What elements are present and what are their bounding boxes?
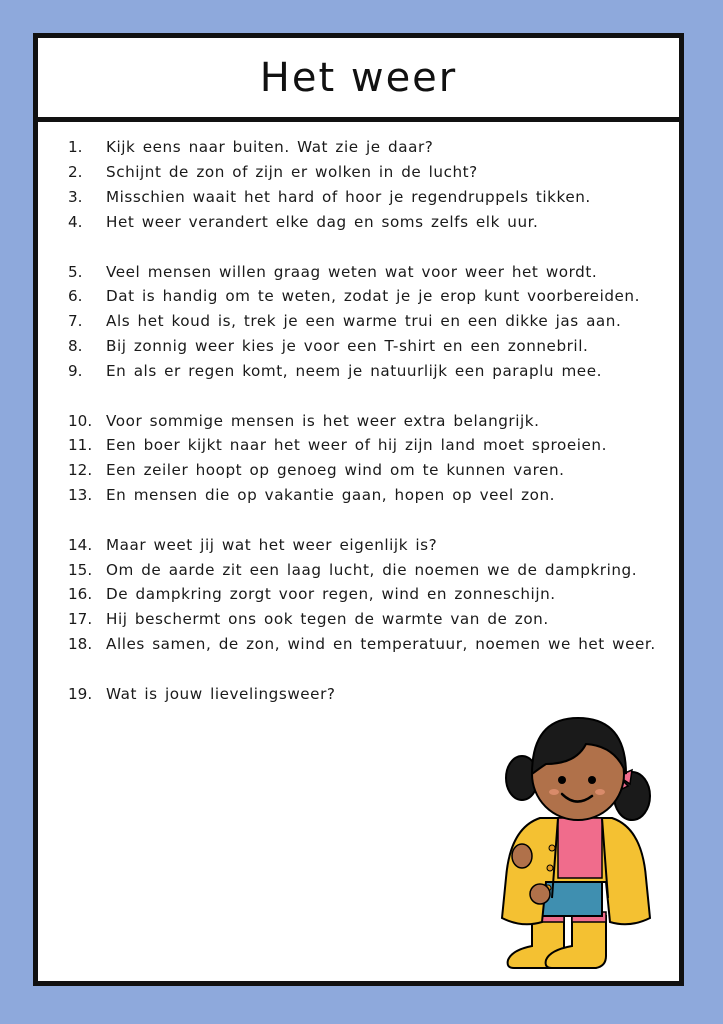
line-text: Maar weet jij wat het weer eigenlijk is? xyxy=(106,535,438,554)
line-number: 19. xyxy=(68,684,93,703)
line-number: 6. xyxy=(68,287,83,306)
line-text: Om de aarde zit een laag lucht, die noemen we de dampkring. xyxy=(106,560,638,579)
list-item xyxy=(68,433,673,458)
list-item xyxy=(68,309,673,334)
line-text: Dat is handig om te weten, zodat je je erop kunt voorbereiden. xyxy=(106,287,640,306)
worksheet-page xyxy=(33,33,684,986)
list-item xyxy=(68,135,673,160)
list-item xyxy=(68,284,673,309)
line-text: Bij zonnig weer kies je voor een T-shirt en een zonnebril. xyxy=(106,336,589,355)
line-number: 13. xyxy=(68,485,93,504)
line-text: Misschien waait het hard of hoor je regendruppels tikken. xyxy=(106,187,591,206)
list-item xyxy=(68,632,673,657)
line-number: 10. xyxy=(68,411,93,430)
line-number: 14. xyxy=(68,535,93,554)
line-text: Veel mensen willen graag weten wat voor weer het wordt. xyxy=(106,262,598,281)
line-text: Als het koud is, trek je een warme trui en een dikke jas aan. xyxy=(106,312,622,331)
list-item xyxy=(68,185,673,210)
line-number: 16. xyxy=(68,585,93,604)
text-lines xyxy=(68,135,673,706)
list-item xyxy=(68,209,673,234)
line-number: 8. xyxy=(68,336,83,355)
list-item xyxy=(68,532,673,557)
line-number: 9. xyxy=(68,361,83,380)
line-text: Schijnt de zon of zijn er wolken in de lucht? xyxy=(106,163,478,182)
line-number: 15. xyxy=(68,560,93,579)
line-text: En als er regen komt, neem je natuurlijk een paraplu mee. xyxy=(106,361,602,380)
line-number: 18. xyxy=(68,634,93,653)
line-number: 1. xyxy=(68,138,83,157)
list-item xyxy=(68,607,673,632)
girl-raincoat-illustration xyxy=(500,678,660,978)
line-text: Het weer verandert elke dag en soms zelfs elk uur. xyxy=(106,212,539,231)
line-text: Een boer kijkt naar het weer of hij zijn land moet sproeien. xyxy=(106,436,607,455)
line-text: Hij beschermt ons ook tegen de warmte van de zon. xyxy=(106,610,549,629)
page-title: Het weer xyxy=(259,54,458,101)
line-number: 3. xyxy=(68,187,83,206)
line-number: 4. xyxy=(68,212,83,231)
line-number: 17. xyxy=(68,610,93,629)
list-item xyxy=(68,483,673,508)
line-text: Wat is jouw lievelingsweer? xyxy=(106,684,336,703)
list-item xyxy=(68,557,673,582)
line-text: Een zeiler hoopt op genoeg wind om te kunnen varen. xyxy=(106,461,565,480)
line-number: 12. xyxy=(68,461,93,480)
line-text: Alles samen, de zon, wind en temperatuur, noemen we het weer. xyxy=(106,634,656,653)
list-item xyxy=(68,334,673,359)
line-number: 2. xyxy=(68,163,83,182)
title-box xyxy=(38,38,679,122)
line-number: 11. xyxy=(68,436,93,455)
line-number: 5. xyxy=(68,262,83,281)
list-item xyxy=(68,160,673,185)
list-item xyxy=(68,408,673,433)
line-text: En mensen die op vakantie gaan, hopen op veel zon. xyxy=(106,485,556,504)
line-text: Voor sommige mensen is het weer extra belangrijk. xyxy=(106,411,540,430)
list-item xyxy=(68,358,673,383)
line-number: 7. xyxy=(68,312,83,331)
line-text: Kijk eens naar buiten. Wat zie je daar? xyxy=(106,138,434,157)
list-item xyxy=(68,259,673,284)
line-text: De dampkring zorgt voor regen, wind en zonneschijn. xyxy=(106,585,556,604)
list-item xyxy=(68,582,673,607)
list-item xyxy=(68,458,673,483)
